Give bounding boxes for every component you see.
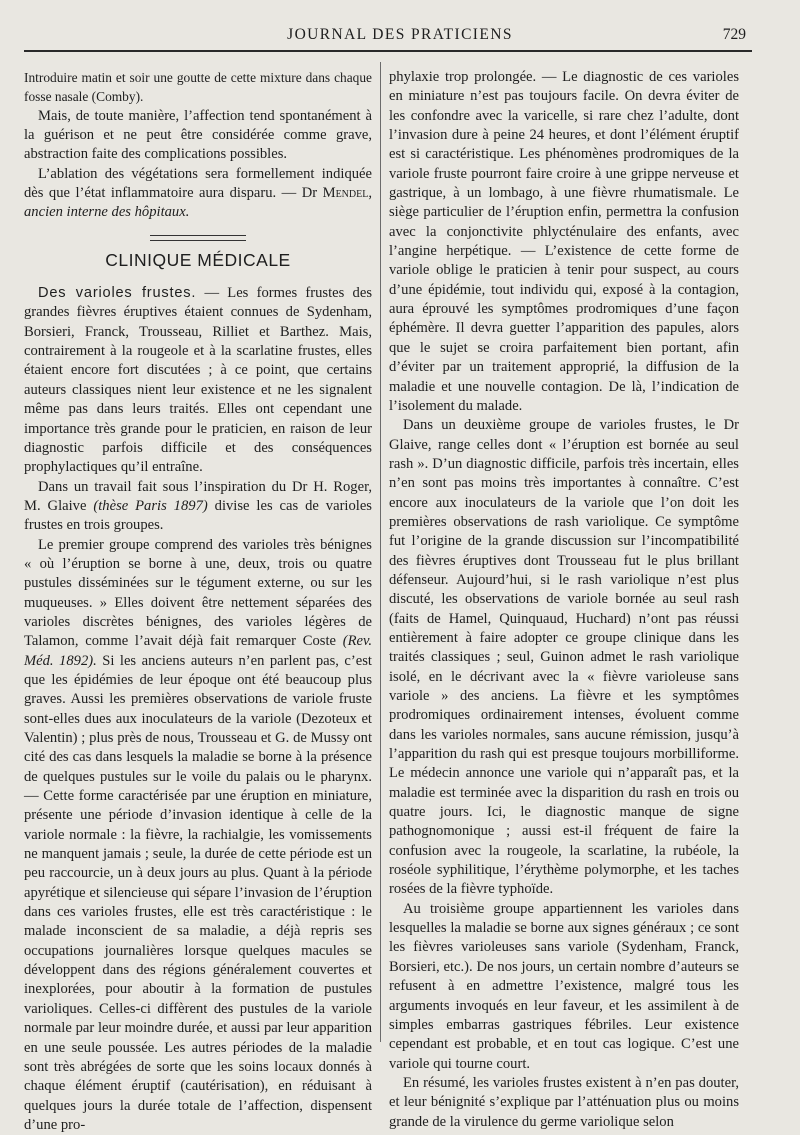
page-number: 729: [722, 26, 746, 43]
header-rule: [24, 50, 752, 52]
signature-name: Mendel,: [322, 185, 372, 202]
double-rule-ornament: [150, 235, 246, 241]
paragraph: [24, 536, 372, 1135]
column-divider: [380, 62, 381, 1042]
paragraph: [24, 284, 372, 477]
paragraph: Au troisième groupe appartiennent les varioles dans lesquelles la maladie se borne aux signes généraux ; ce sont les fièvres varioleuses sans variole (Sydenham, Franck, Borsieri, etc.). De nos jours, un certain nombre d’auteurs se refusent à en admettre l’existence, malgré tous les arguments invoqués en leur faveur, et les assimilent à de simples embarras gastriques fébriles. Leur existence cependant est probable, et en tout cas logique. C’est une variole qui tourne court.: [389, 900, 739, 1072]
paragraph: Introduire matin et soir une goutte de cette mixture dans chaque fosse nasale (Comby).: [24, 70, 372, 105]
paragraph-text: — Les formes frustes des grandes fièvres éruptives étaient connues de Sydenham, Borsieri, Franck, Trousseau, Rilliet et Barthez. Mais, contrairement à la rougeole et à la scarlatine frustes, elles étaient encore fort discutées ; à ce point, que certains auteurs classiques nient leur existence et ne les signalent même pas dans leurs traités. Elles ont cependant une importance très grande pour le praticien, en raison de leur diagnostic parfois difficile et des conséquences prophylactiques qu’il entraîne.: [24, 285, 372, 476]
paragraph: Dans un deuxième groupe de varioles frustes, le Dr Glaive, range celles dont « l’éruption est bornée au seul rash ». D’un diagnostic difficile, parfois très incertain, elles n’en sont pas moins très importantes à connaître. C’est encore aux inoculateurs de la variole que l’on doit les premières observations de rash variolique. Ce symptôme fut l’origine de la grande discussion sur l’incompatibilité des fièvres éruptives dont Trousseau fut le plus brillant défenseur. Aujourd’hui, si le rash variolique n’est plus discuté, les observations de variole bornée au seul rash (faits de Hamel, Quinquaud, Huchard) n’ont pas réussi entièrement à faire adopter ce groupe clinique dans les traités classiques ; seul, Guinon admet le rash variolique isolé, en le décrivant avec la « fièvre varioleuse sans variole » des anciens. La fièvre et les symptômes prodromiques ordinairement intenses, évoluent comme dans les varioles normales, sans aucune rémission, jusqu’à l’apparition du rash qui est presque toujours morbilliforme. Le médecin annonce une variole qui n’apparaît pas, et la maladie est terminée avec la disparition du rash en trois ou quatre jours. Ici, le diagnostic manque de signe pathognomonique ; aussi est-il fréquent de faire la confusion avec la rougeole, la scarlatine, la rubéole, la roséole syphilitique, l’érythème polymorphe, et les taches rosées de la fièvre typhoïde.: [389, 417, 739, 898]
paragraph-text: divise les cas de varioles frustes en trois groupes.: [24, 497, 372, 534]
left-column: [24, 68, 372, 1135]
article-lead-in: Des varioles frustes.: [38, 285, 197, 302]
paragraph-text: Si les anciens auteurs n’en parlent pas, c’est que les épidémies de leur époque ont été beaucoup plus graves. Aussi les premières observations de variole fruste sont-elles dues aux inoculateurs de la variole (Dezoteux et Valentin) ; plus près de nous, Trousseau et G. de Mussy ont cité des cas dans lesquels la maladie se borne à la présence de quelques pustules sur le voile du palais ou le pharynx. — Cette forme caractérisée par une éruption en miniature, présente une période d’invasion identique à celle de la variole normale : la fièvre, la rachialgie, les vomissements ne manquent jamais ; seule, la durée de cette période est un peu raccourcie, un à deux jours au plus. Quant à la période apyrétique et silencieuse qui sépare l’invasion de l’éruption dans ces varioles frustes, elle est très caractéristique : le malade inconscient de sa maladie, a déjà repris ses occupations journalières lorsque quelques macules se développent dans des régions généralement couvertes et inexplorées, pour aboutir à la formation de pustules varioliques. Celles-ci diffèrent des pustules de la variole normale par leur moindre durée, et aussi par leur apparition en une seule poussée. Les autres périodes de la maladie sont très abrégées de sorte que les soins locaux donnés à chaque élément éruptif (cautérisation), en réduisant à quelques jours la durée totale de l’affection, dispensent d’une pro-: [24, 652, 372, 1133]
page-header: [24, 22, 776, 50]
section-title: CLINIQUE MÉDICALE: [105, 249, 291, 270]
citation: (Rev. Méd. 1892).: [24, 633, 372, 669]
paragraph: Mais, de toute manière, l’affection tend spontanément à la guérison et ne peut être considérée comme grave, abstraction faite des complications possibles.: [24, 107, 372, 163]
paragraph-text: Le premier groupe comprend des varioles très bénignes « où l’éruption se borne à une, deux, trois ou quatre pustules disséminées sur le tégument externe, ou sur les muqueuses. » Elles doivent être nettement séparées des varioles discrètes bénignes, des varioles légères de Talamon, comme l’avait déjà fait remarquer Coste: [24, 536, 372, 650]
right-column: [389, 68, 739, 1132]
paragraph: En résumé, les varioles frustes existent à n’en pas douter, et leur bénignité s’explique par l’atténuation plus ou moins grande de la virulence du germe variolique selon: [389, 1074, 739, 1130]
paragraph: [24, 165, 372, 223]
paragraph-text: Dans un travail fait sous l’inspiration du Dr H. Roger, M. Glaive: [24, 478, 372, 514]
running-title: JOURNAL DES PRATICIENS: [287, 26, 513, 43]
paragraph: phylaxie trop prolongée. — Le diagnostic de ces varioles en miniature n’est pas toujours facile. On devra éviter de les confondre avec la varicelle, si rare chez l’adulte, dont l’invasion dure à peine 24 heures, et dont l’élément éruptif est si caractéristique. Les phénomènes prodromiques de la variole fruste pourront faire croire à une grippe nerveuse et gastrique, à un lombago, à une fièvre rhumatismale. Le siège particulier de l’éruption enfin, permettra la confusion avec la conjonctivite phlycténulaire des enfants, avec l’angine herpétique. — L’existence de cette forme de variole oblige le praticien à tenir pour suspect, au cours d’une épidémie, tout individu qui, exposé à la contagion, aura éprouvé les symptômes prodromiques d’une façon éphémère. Il devra guetter l’apparition des papules, alors que le sujet se croira parfaitement bien portant, afin d’éviter par un traitement approprié, la diffusion de la maladie et une nouvelle contagion. De là, l’indication de l’isolement du malade.: [389, 69, 739, 414]
paragraph-text: L’ablation des végétations sera formellement indiquée dès que l’état inflammatoire aura disparu. — Dr: [24, 165, 372, 202]
section-separator: [24, 231, 372, 247]
signature-title: ancien interne des hôpitaux.: [24, 204, 190, 221]
citation: (thèse Paris 1897): [93, 497, 208, 514]
paragraph: [24, 478, 372, 536]
